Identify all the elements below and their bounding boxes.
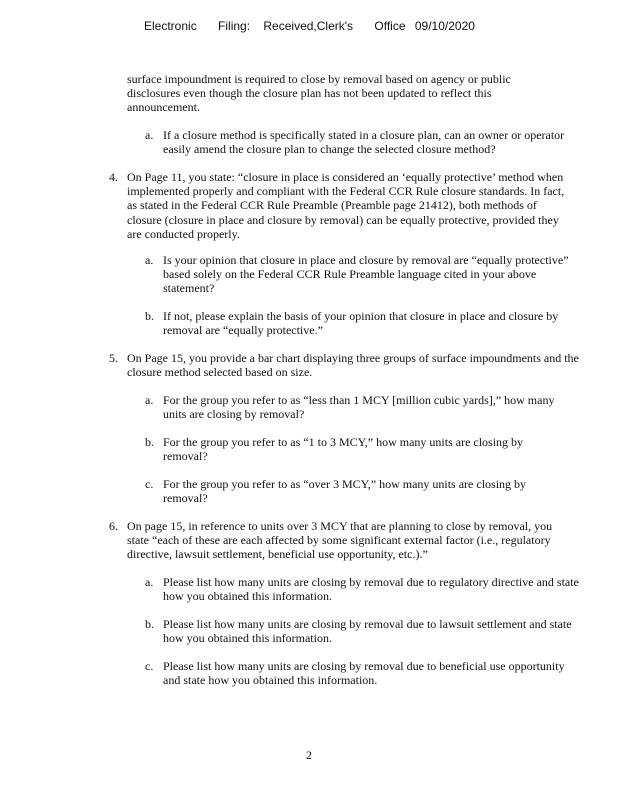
q6c-text: Please list how many units are closing by removal due to beneficial use opportunity and state how you obtained this information. — [163, 659, 565, 688]
q6c-label: c. — [145, 659, 154, 673]
q5a-text: For the group you refer to as “less than 1 MCY [million cubic yards],” how many units are closing by removal? — [163, 393, 555, 422]
q5-text: On Page 15, you provide a bar chart displaying three groups of surface impoundments and the closure method selected based on size. — [127, 351, 579, 380]
q5b-text: For the group you refer to as “1 to 3 MCY,” how many units are closing by removal? — [163, 435, 524, 464]
q6b-text: Please list how many units are closing by removal due to lawsuit settlement and state how you obtained this information. — [163, 617, 572, 646]
q5-number: 5. — [109, 351, 118, 365]
q5a-label: a. — [145, 393, 154, 407]
q6b-label: b. — [145, 617, 154, 631]
q3a-text: If a closure method is specifically stated in a closure plan, can an owner or operator easily amend the closure plan to change the selected closure method? — [163, 128, 565, 157]
q6-number: 6. — [109, 519, 118, 533]
q5c-text: For the group you refer to as “over 3 MCY,” how many units are closing by removal? — [163, 477, 527, 506]
q4-number: 4. — [109, 170, 118, 184]
q5b-label: b. — [145, 435, 154, 449]
header-office: Office — [374, 19, 406, 33]
q6a-text: Please list how many units are closing by removal due to regulatory directive and state how you obtained this information. — [163, 575, 579, 604]
q4a-text: Is your opinion that closure in place and closure by removal are “equally protective” based solely on the Federal CCR Rule Preamble language cited in your above statement? — [163, 253, 569, 296]
q4b-text: If not, please explain the basis of your opinion that closure in place and closure by removal are “equally protective.” — [163, 309, 559, 338]
q4-text: On Page 11, you state: “closure in place is considered an ‘equally protective’ method when implemented properly and compliant with the Federal CCR Rule closure standards. In fact, as stated in the Federal CCR Rule Preamble (Preamble page 21412), both methods of closure (closure in place and closure by removal) can be equally protective, provided they are conducted properly. — [127, 170, 565, 241]
page-number: 2 — [306, 748, 312, 762]
intro-paragraph: surface impoundment is required to close by removal based on agency or public disclosures even though the closure plan has not been updated to reflect this announcement. — [127, 72, 511, 115]
header-received-clerk: Received,Clerk's — [263, 19, 354, 33]
q3a-label: a. — [145, 128, 154, 142]
header-date: 09/10/2020 — [414, 19, 475, 33]
q6-text: On page 15, in reference to units over 3 MCY that are planning to close by removal, you state “each of these are each affected by some significant external factor (i.e., regulatory directive, lawsuit settlement, beneficial use opportunity, etc.).” — [127, 519, 553, 562]
q4b-label: b. — [145, 309, 154, 323]
q4a-label: a. — [145, 253, 154, 267]
q5c-label: c. — [145, 477, 154, 491]
header-filing: Filing: — [218, 19, 251, 33]
filing-stamp-header — [144, 19, 475, 33]
header-electronic: Electronic — [144, 19, 197, 33]
q6a-label: a. — [145, 575, 154, 589]
